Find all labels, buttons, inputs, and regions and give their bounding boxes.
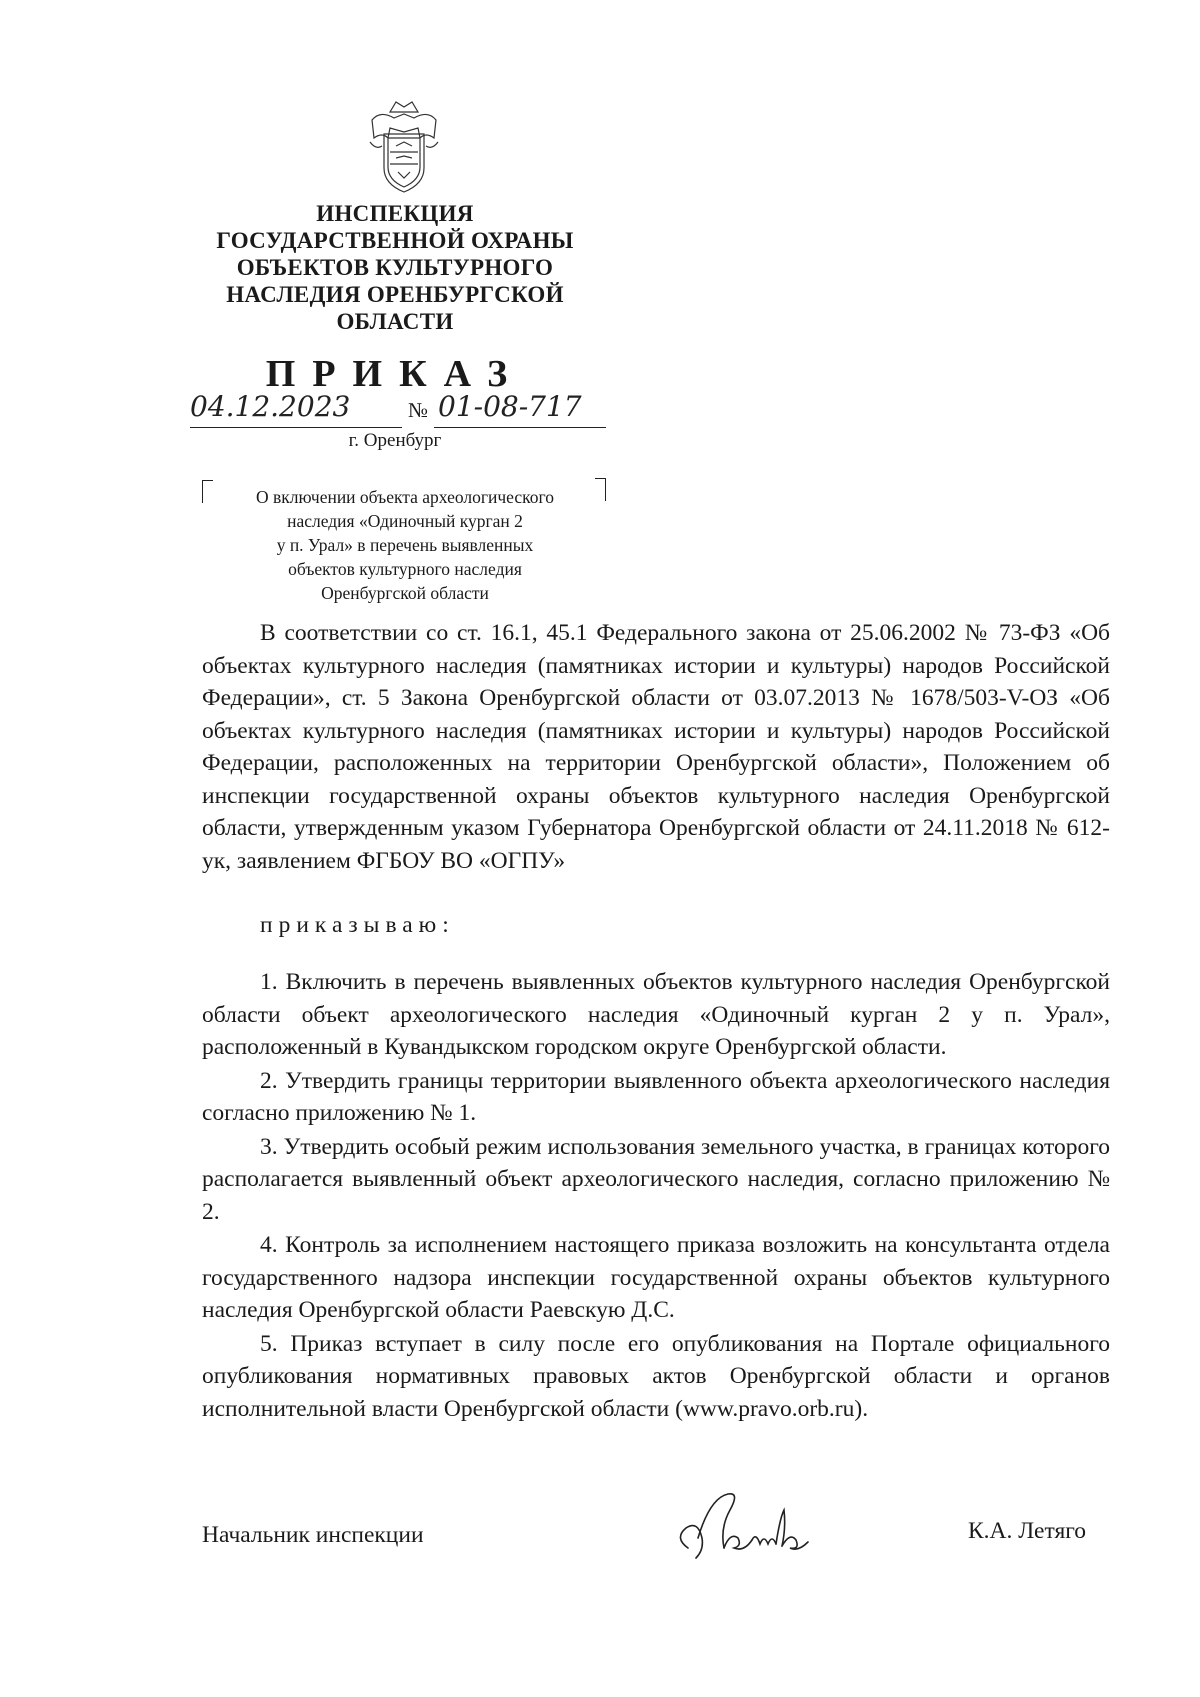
signatory-title: Начальник инспекции [202, 1522, 424, 1548]
organization-line: ОБЪЕКТОВ КУЛЬТУРНОГО [236, 255, 554, 280]
order-item: 4. Контроль за исполнением настоящего приказа возложить на консультанта отдела государственного надзора инспекции государственной охраны объектов культурного наследия Оренбургской области Раевскую Д.С. [202, 1232, 1110, 1323]
handwritten-signature [668, 1488, 838, 1568]
organization-name [180, 200, 610, 335]
handwritten-date: 04.12.2023 [190, 390, 351, 423]
preamble-paragraph: В соответствии со ст. 16.1, 45.1 Федерального закона от 25.06.2002 № 73-ФЗ «Об объектах культурного наследия (памятниках истории и культуры) народов Российской Федерации», ст. 5 Закона Оренбургской области от 03.07.2013 № 1678/503-V-ОЗ «Об объектах культурного наследия (памятниках истории и культуры) народов Российской Федерации, расположенных на территории Оренбургской области», Положением об инспекции государственной охраны объектов культурного наследия Оренбургской области, утвержденным указом Губернатора Оренбургской области от 24.11.2018 № 612-ук, заявлением ФГБОУ ВО «ОГПУ» [202, 620, 1110, 874]
subject-line: Оренбургской области [321, 583, 489, 603]
number-sign: № [408, 398, 429, 422]
organization-line: ГОСУДАРСТВЕННОЙ ОХРАНЫ [216, 228, 574, 253]
order-word: приказываю: [260, 912, 455, 938]
date-number-line [190, 390, 610, 430]
subject-line: у п. Урал» в перечень выявленных [276, 535, 534, 555]
organization-line: ОБЛАСТИ [336, 309, 454, 334]
subject-line: объектов культурного наследия [288, 559, 522, 579]
organization-line: ИНСПЕКЦИЯ [316, 201, 474, 226]
organization-line: НАСЛЕДИЯ ОРЕНБУРГСКОЙ [226, 282, 564, 307]
coat-of-arms-icon [360, 98, 448, 198]
number-underline [434, 427, 606, 428]
subject-block [205, 485, 605, 605]
date-underline [190, 427, 402, 428]
subject-line: О включении объекта археологического [255, 487, 555, 507]
order-item: 1. Включить в перечень выявленных объектов культурного наследия Оренбургской области объект археологического наследия «Одиночный курган 2 у п. Урал», расположенный в Кувандыкском городском округе Оренбургской области. [202, 969, 1110, 1060]
subject-line: наследия «Одиночный курган 2 [287, 511, 523, 531]
document-type-title: ПРИКАЗ [265, 353, 525, 395]
order-items [202, 966, 1110, 1426]
handwritten-number: 01-08-717 [438, 390, 582, 423]
order-item: 5. Приказ вступает в силу после его опубликования на Портале официального опубликования нормативных правовых актов Оренбургской области и органов исполнительной власти Оренбургской области (www.pravo.orb.ru). [202, 1330, 1110, 1422]
signatory-name: К.А. Летяго [968, 1518, 1087, 1544]
city: г. Оренбург [348, 430, 442, 451]
order-item: 2. Утвердить границы территории выявленного объекта археологического наследия согласно приложению № 1. [202, 1067, 1110, 1126]
order-item: 3. Утвердить особый режим использования земельного участка, в границах которого располагается выявленный объект археологического наследия, согласно приложению № 2. [202, 1133, 1110, 1225]
preamble-section [202, 617, 1110, 877]
